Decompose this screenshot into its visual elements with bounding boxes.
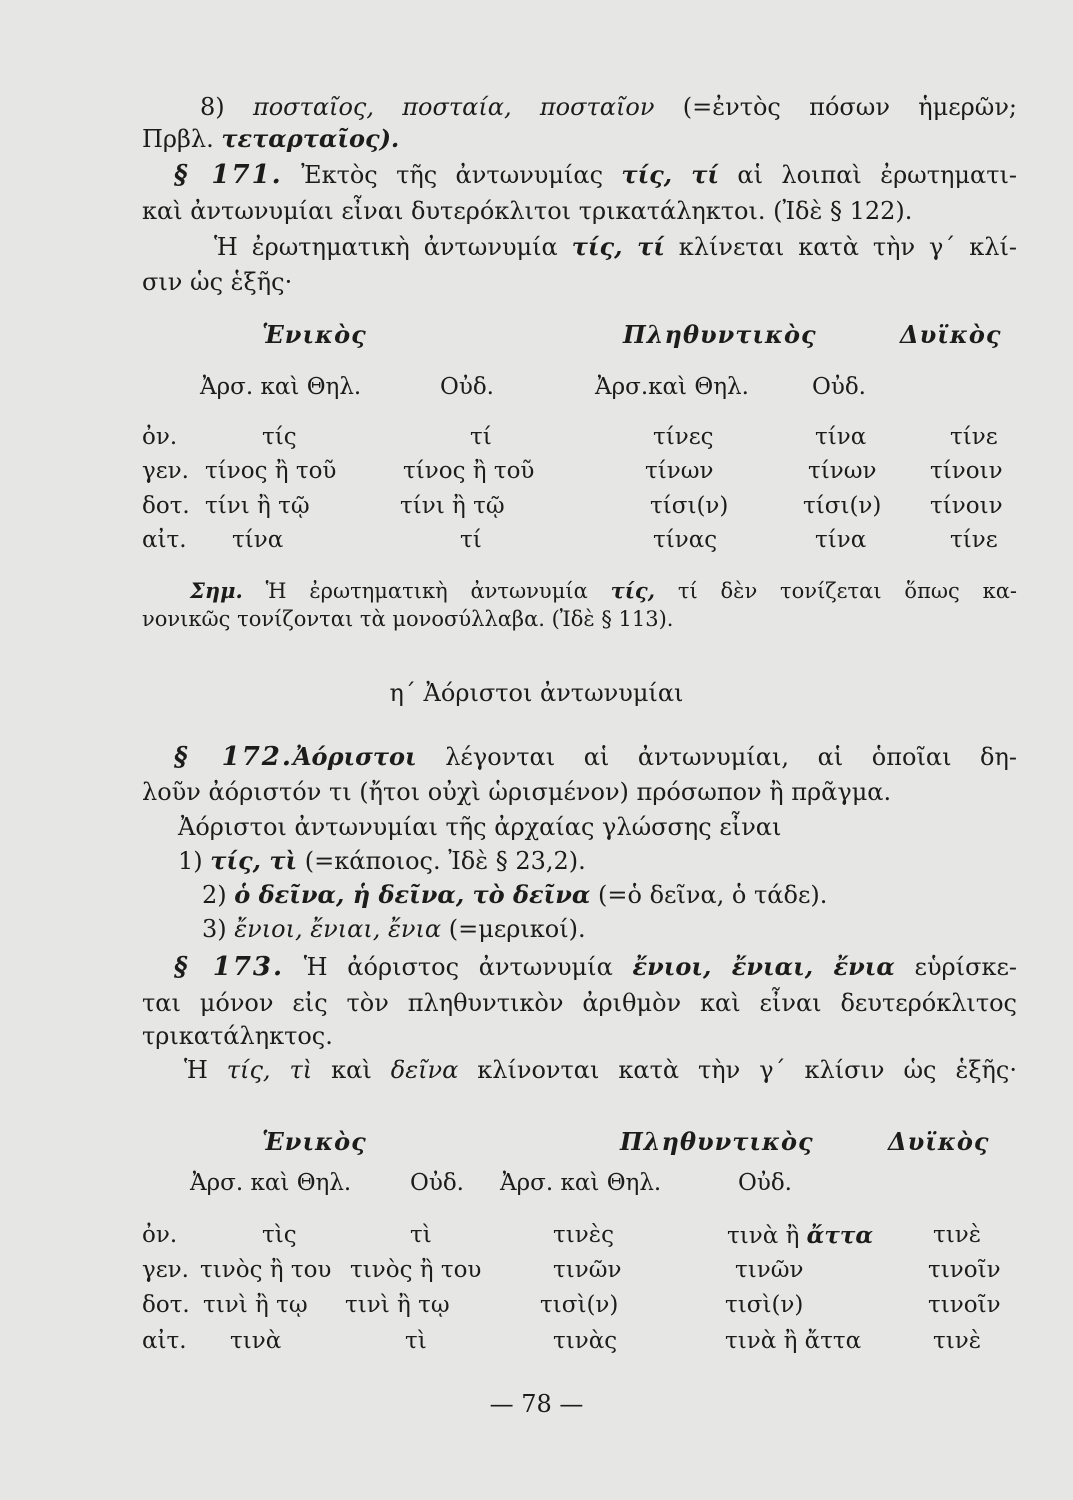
table-cell: τινὰ ἢ ἄττα [725, 1328, 862, 1354]
table-cell: τίνα [815, 527, 867, 553]
case-label: δοτ. [142, 1292, 190, 1318]
header-singular: Ἑνικὸς [262, 320, 367, 349]
case-label: ὀν. [142, 424, 178, 450]
section-heading: η΄ Ἀόριστοι ἀντωνυμίαι [389, 679, 684, 707]
header-dual: Δυϊκὸς [888, 1127, 990, 1156]
item-8-line-1: 8) ποσταῖος, ποσταία, ποσταῖον (=ἐντὸς πόσων ἡμερῶν; [200, 93, 1018, 121]
table-cell: τινοῖν [928, 1292, 1001, 1318]
case-label: γεν. [142, 458, 189, 484]
list-item-3: 3) ἔνιοι, ἔνιαι, ἔνια (=μερικοί). [202, 915, 586, 943]
table-cell: τινὶ ἢ τῳ [345, 1292, 450, 1318]
section-mark: § 172. [174, 742, 293, 772]
table-cell: τισὶ(ν) [725, 1292, 804, 1318]
section-171-line-4: σιν ὡς ἑξῆς· [142, 268, 293, 296]
table-cell: τίσι(ν) [803, 493, 882, 519]
note-line-2: νονικῶς τονίζονται τὰ μονοσύλλαβα. (Ἰδὲ § 113). [142, 607, 674, 631]
subheader-pl-n: Οὐδ. [812, 374, 866, 400]
table-cell: τινὰ [230, 1328, 282, 1354]
list-item-1: 1) τίς, τὶ (=κάποιος. Ἰδὲ § 23,2). [178, 846, 586, 875]
subheader-pl-n: Οὐδ. [738, 1170, 792, 1196]
table-cell: τινὰς [553, 1328, 618, 1354]
table-cell: τινῶν [735, 1257, 804, 1283]
page-number: — 78 — [489, 1390, 584, 1418]
section-171-line-2: καὶ ἀντωνυμίαι εἶναι δυτερόκλιτοι τρικατάληκτοι. (Ἰδὲ § 122). [142, 197, 913, 225]
section-172-line-2: λοῦν ἀόριστόν τι (ἤτοι οὐχὶ ὡρισμένον) πρόσωπον ἢ πρᾶγμα. [142, 778, 892, 806]
section-172-line-3: Ἀόριστοι ἀντωνυμίαι τῆς ἀρχαίας γλώσσης εἶναι [178, 813, 782, 841]
subheader-sg-n: Οὐδ. [410, 1170, 464, 1196]
subheader-sg-n: Οὐδ. [440, 374, 494, 400]
table-cell: τινὲ [933, 1328, 982, 1354]
case-label: γεν. [142, 1257, 189, 1283]
section-mark: § 171. [174, 160, 283, 190]
header-dual: Δυϊκὸς [900, 320, 1002, 349]
table-cell: τισὶ(ν) [540, 1292, 619, 1318]
table-cell: τινὸς ἢ του [350, 1257, 482, 1283]
table-cell: τίνος ἢ τοῦ [205, 458, 337, 484]
header-plural: Πληθυντικὸς [623, 320, 817, 349]
table-cell: τίνα [232, 527, 284, 553]
list-item-2: 2) ὁ δεῖνα, ἡ δεῖνα, τὸ δεῖνα (=ὁ δεῖνα, ὁ τάδε). [202, 880, 828, 909]
table-cell: τίνε [950, 424, 998, 450]
table-cell: τὶς [262, 1222, 297, 1248]
table-cell: τινὲς [553, 1222, 614, 1248]
table-cell: τίνα [815, 424, 867, 450]
table-cell: τίνος ἢ τοῦ [403, 458, 535, 484]
table-cell: τίς [262, 424, 297, 450]
header-plural: Πληθυντικὸς [620, 1127, 814, 1156]
table-cell: τίνοιν [930, 493, 1003, 519]
table-cell: τίνε [950, 527, 998, 553]
subheader-pl-mf: Ἀρσ.καὶ Θηλ. [595, 374, 749, 400]
note-line-1: Σημ. Ἡ ἐρωτηματικὴ ἀντωνυμία τίς, τί δὲν τονίζεται ὅπως κα- [190, 578, 1017, 603]
case-label: ὀν. [142, 1222, 178, 1248]
table-cell: τίνας [653, 527, 718, 553]
subheader-sg-mf: Ἀρσ. καὶ Θηλ. [200, 374, 362, 400]
case-label: δοτ. [142, 493, 190, 519]
section-173-line-4: Ἡ τίς, τὶ καὶ δεῖνα κλίνονται κατὰ τὴν γ΄ κλίσιν ὡς ἑξῆς· [184, 1056, 1017, 1084]
table-cell: τίνι ἢ τῷ [205, 493, 310, 519]
section-172-line-1: § 172.Ἀόριστοι λέγονται αἱ ἀντωνυμίαι, αἱ ὁποῖαι δη- [174, 742, 1017, 772]
section-173-line-3: τρικατάληκτος. [142, 1022, 333, 1050]
section-173-line-1: § 173. Ἡ ἀόριστος ἀντωνυμία ἔνιοι, ἔνιαι, ἔνια εὑρίσκε- [174, 952, 1017, 982]
header-singular: Ἑνικὸς [262, 1127, 367, 1156]
table-cell: τίνων [645, 458, 714, 484]
table-cell: τίνοιν [930, 458, 1003, 484]
section-173-line-2: ται μόνον εἰς τὸν πληθυντικὸν ἀριθμὸν καὶ εἶναι δευτερόκλιτος [142, 989, 1017, 1017]
table-cell: τί [470, 424, 492, 450]
case-label: αἰτ. [142, 1328, 187, 1354]
item-8-line-2: Πρβλ. τεταρταῖος). [142, 124, 400, 153]
table-cell: τινὲ [933, 1222, 982, 1248]
table-cell: τί [460, 527, 482, 553]
table-cell: τίσι(ν) [650, 493, 729, 519]
table-cell: τινοῖν [928, 1257, 1001, 1283]
table-cell: τίνων [808, 458, 877, 484]
section-mark: § 173. [174, 952, 285, 982]
table-cell: τινῶν [553, 1257, 622, 1283]
table-cell: τὶ [410, 1222, 432, 1248]
table-cell: τὶ [405, 1328, 427, 1354]
section-171-line-3: Ἡ ἐρωτηματικὴ ἀντωνυμία τίς, τί κλίνεται κατὰ τὴν γ΄ κλί- [214, 232, 1017, 261]
subheader-pl-mf: Ἀρσ. καὶ Θηλ. [500, 1170, 662, 1196]
table-cell: τινὰ ἢ ἄττα [727, 1222, 874, 1249]
section-171-line-1: § 171. Ἐκτὸς τῆς ἀντωνυμίας τίς, τί αἱ λοιπαὶ ἐρωτηματι- [174, 160, 1018, 190]
table-cell: τινὶ ἢ τῳ [203, 1292, 308, 1318]
subheader-sg-mf: Ἀρσ. καὶ Θηλ. [190, 1170, 352, 1196]
table-cell: τίνι ἢ τῷ [400, 493, 505, 519]
table-cell: τινὸς ἢ του [200, 1257, 332, 1283]
case-label: αἰτ. [142, 527, 187, 553]
table-cell: τίνες [653, 424, 714, 450]
